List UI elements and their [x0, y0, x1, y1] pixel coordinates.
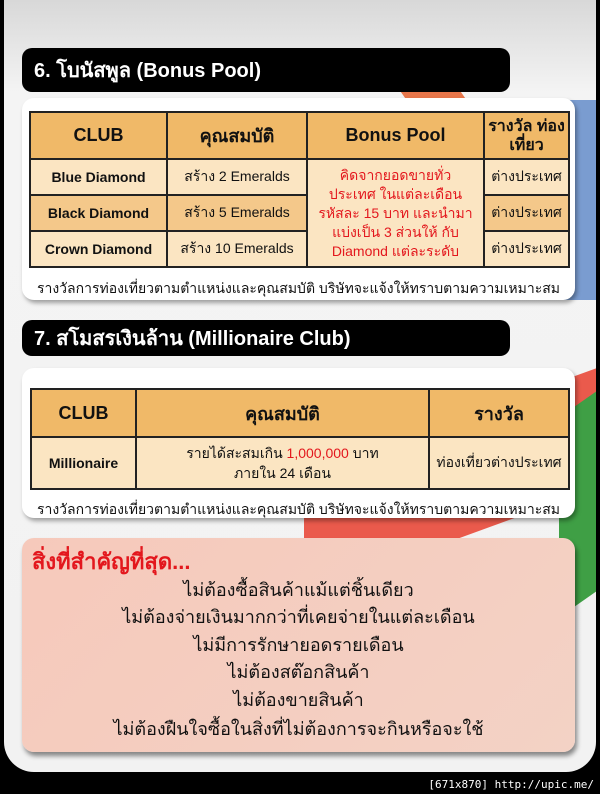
col-header: รางวัล ท่องเที่ยว	[484, 112, 569, 159]
millionaire-table	[30, 388, 570, 490]
qual-text: บาท	[348, 445, 379, 461]
table-row	[30, 159, 569, 195]
important-line: ไม่ต้องซื้อสินค้าแม้แต่ชิ้นเดียว	[183, 580, 414, 600]
qual-cell: สร้าง 5 Emeralds	[167, 195, 307, 231]
bonus-pool-table	[29, 111, 570, 268]
important-title: สิ่งที่สำคัญที่สุด...	[32, 549, 191, 574]
qual-cell: สร้าง 2 Emeralds	[167, 159, 307, 195]
important-line: ไม่ต้องขายสินค้า	[233, 690, 364, 710]
important-line: ไม่ต้องฝืนใจซื้อในสิ่งที่ไม่ต้องการจะกินหรือจะใช้	[113, 719, 484, 739]
club-cell: Millionaire	[31, 437, 136, 489]
qual-text: ภายใน 24 เดือน	[234, 465, 331, 481]
club-cell: Black Diamond	[30, 195, 167, 231]
table-row	[31, 437, 569, 489]
club-cell: Blue Diamond	[30, 159, 167, 195]
col-header: Bonus Pool	[307, 112, 484, 159]
important-line: ไม่ต้องสต๊อกสินค้า	[227, 662, 370, 682]
reward-cell: ต่างประเทศ	[484, 195, 569, 231]
col-header: CLUB	[30, 112, 167, 159]
qual-amount: 1,000,000	[286, 445, 349, 461]
section7-title: 7. สโมสรเงินล้าน (Millionaire Club)	[22, 320, 510, 356]
table-row	[30, 195, 569, 231]
footer-watermark: [671x870] http://upic.me/	[428, 778, 594, 791]
section7-note: รางวัลการท่องเที่ยวตามตำแหน่งและคุณสมบัติ บริษัทจะแจ้งให้ทราบตามความเหมาะสม	[36, 501, 561, 517]
qual-text: รายได้สะสมเกิน	[186, 445, 287, 461]
col-header: คุณสมบัติ	[167, 112, 307, 159]
col-header: รางวัล	[429, 389, 569, 437]
table-row	[30, 231, 569, 267]
club-cell: Crown Diamond	[30, 231, 167, 267]
millionaire-card	[22, 368, 575, 518]
qual-cell	[136, 437, 429, 489]
col-header: CLUB	[31, 389, 136, 437]
section6-note: รางวัลการท่องเที่ยวตามตำแหน่งและคุณสมบัติ บริษัทจะแจ้งให้ทราบตามความเหมาะสม	[36, 280, 561, 296]
section6-title: 6. โบนัสพูล (Bonus Pool)	[22, 48, 510, 92]
qual-cell: สร้าง 10 Emeralds	[167, 231, 307, 267]
col-header: คุณสมบัติ	[136, 389, 429, 437]
pool-cell: คิดจากยอดขายทั่วประเทศ ในแต่ละเดือนรหัสละ 15 บาท และนำมาแบ่งเป็น 3 ส่วนให้ กับ Diamond แต่ละระดับ	[307, 159, 484, 267]
important-line: ไม่มีการรักษายอดรายเดือน	[193, 635, 404, 655]
important-line: ไม่ต้องจ่ายเงินมากกว่าที่เคยจ่ายในแต่ละเดือน	[122, 607, 475, 627]
important-box	[22, 538, 575, 752]
bonus-pool-card	[22, 98, 575, 300]
reward-cell: ท่องเที่ยวต่างประเทศ	[429, 437, 569, 489]
reward-cell: ต่างประเทศ	[484, 159, 569, 195]
reward-cell: ต่างประเทศ	[484, 231, 569, 267]
